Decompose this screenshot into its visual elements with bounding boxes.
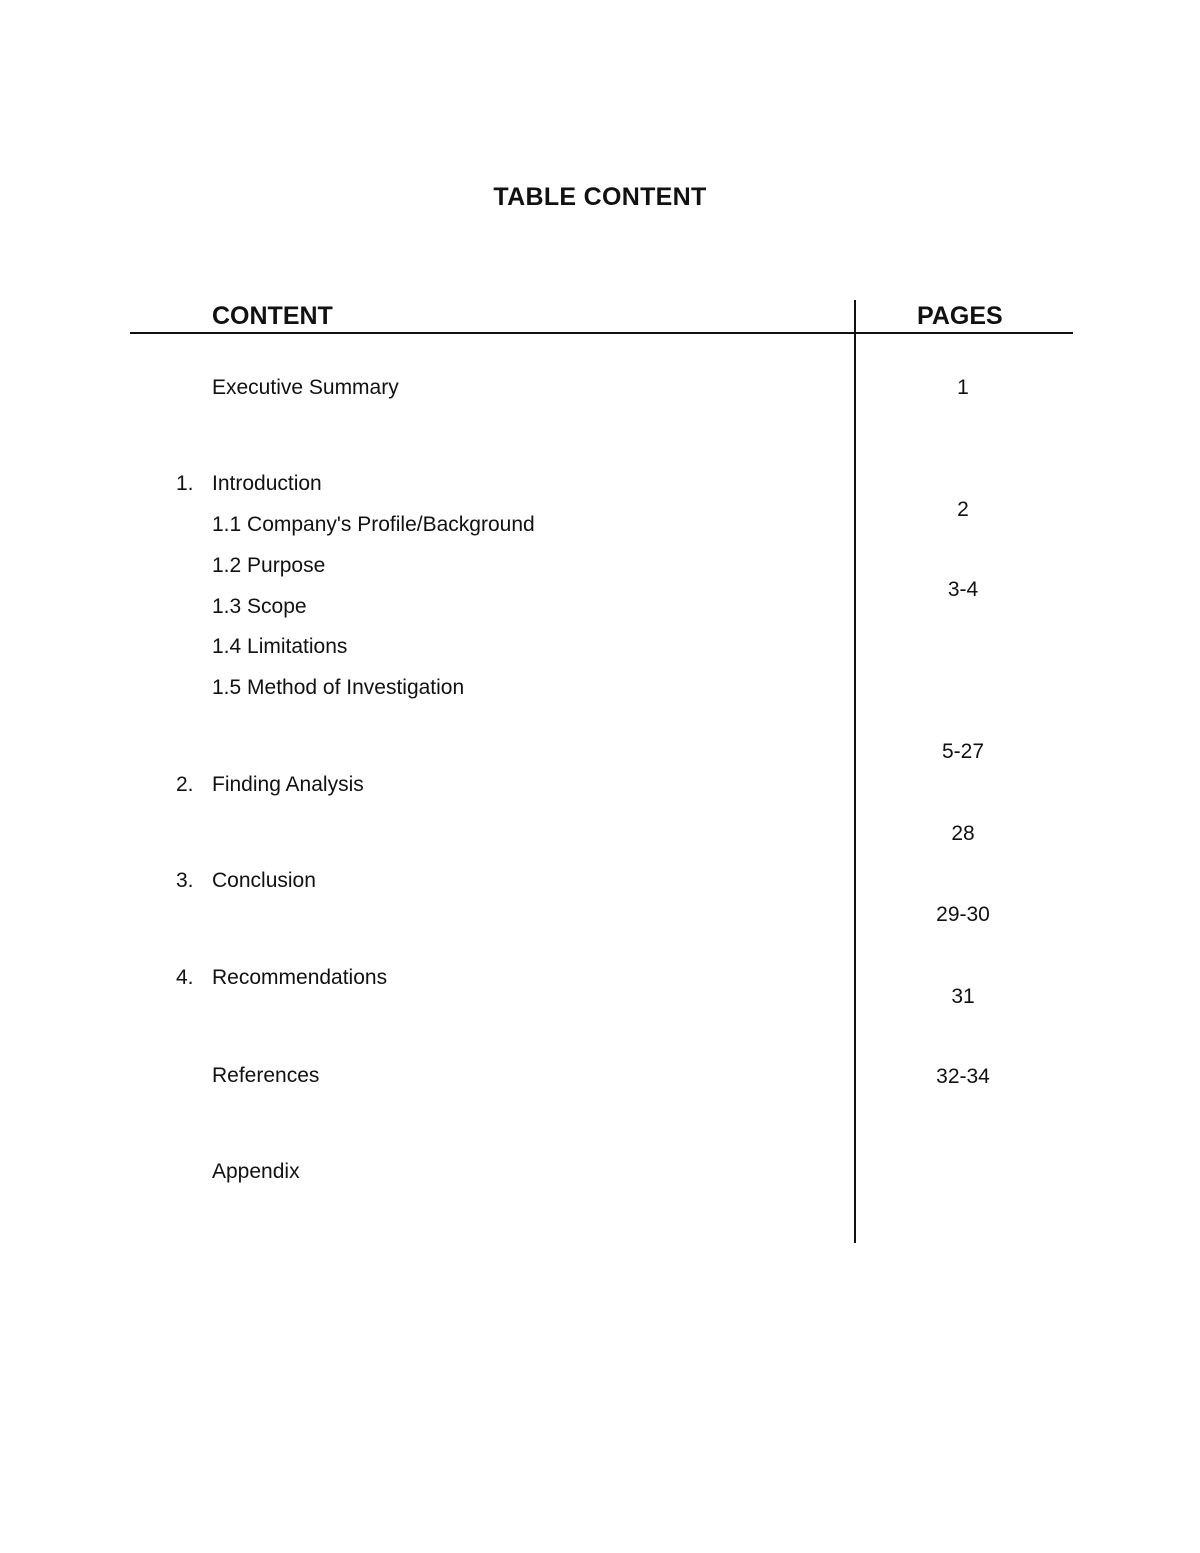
toc-entry-recommendations: Recommendations	[212, 966, 388, 989]
page-number: 3-4	[947, 578, 979, 601]
page-number: 2	[957, 498, 969, 521]
page-number: 1	[957, 376, 969, 399]
toc-entry-number: 1.	[176, 472, 194, 495]
pages-column-header: PAGES	[917, 302, 1003, 330]
toc-subentry-method-of-investigation: 1.5 Method of Investigation	[212, 676, 465, 699]
page-title: TABLE CONTENT	[493, 183, 707, 211]
header-rule-right	[856, 332, 1073, 334]
page-number: 28	[951, 822, 975, 845]
toc-subentry-purpose: 1.2 Purpose	[212, 554, 326, 577]
column-divider	[854, 300, 856, 1243]
header-rule-left	[130, 332, 854, 334]
page-number: 31	[951, 985, 975, 1008]
page-number: 5-27	[941, 740, 985, 763]
toc-entry-executive-summary: Executive Summary	[212, 376, 399, 399]
toc-entry-references: References	[212, 1064, 320, 1087]
toc-entry-conclusion: Conclusion	[212, 869, 316, 892]
toc-subentry-scope: 1.3 Scope	[212, 595, 307, 618]
toc-entry-number: 2.	[176, 773, 194, 796]
toc-entry-appendix: Appendix	[212, 1160, 300, 1183]
toc-entry-number: 3.	[176, 869, 194, 892]
toc-subentry-company-profile: 1.1 Company's Profile/Background	[212, 513, 535, 536]
page-number: 32-34	[936, 1065, 990, 1088]
toc-subentry-limitations: 1.4 Limitations	[212, 635, 348, 658]
toc-entry-finding-analysis: Finding Analysis	[212, 773, 364, 796]
toc-entry-number: 4.	[176, 966, 194, 989]
page-number: 29-30	[936, 903, 990, 926]
content-column-header: CONTENT	[212, 302, 333, 330]
toc-entry-introduction: Introduction	[212, 472, 322, 495]
